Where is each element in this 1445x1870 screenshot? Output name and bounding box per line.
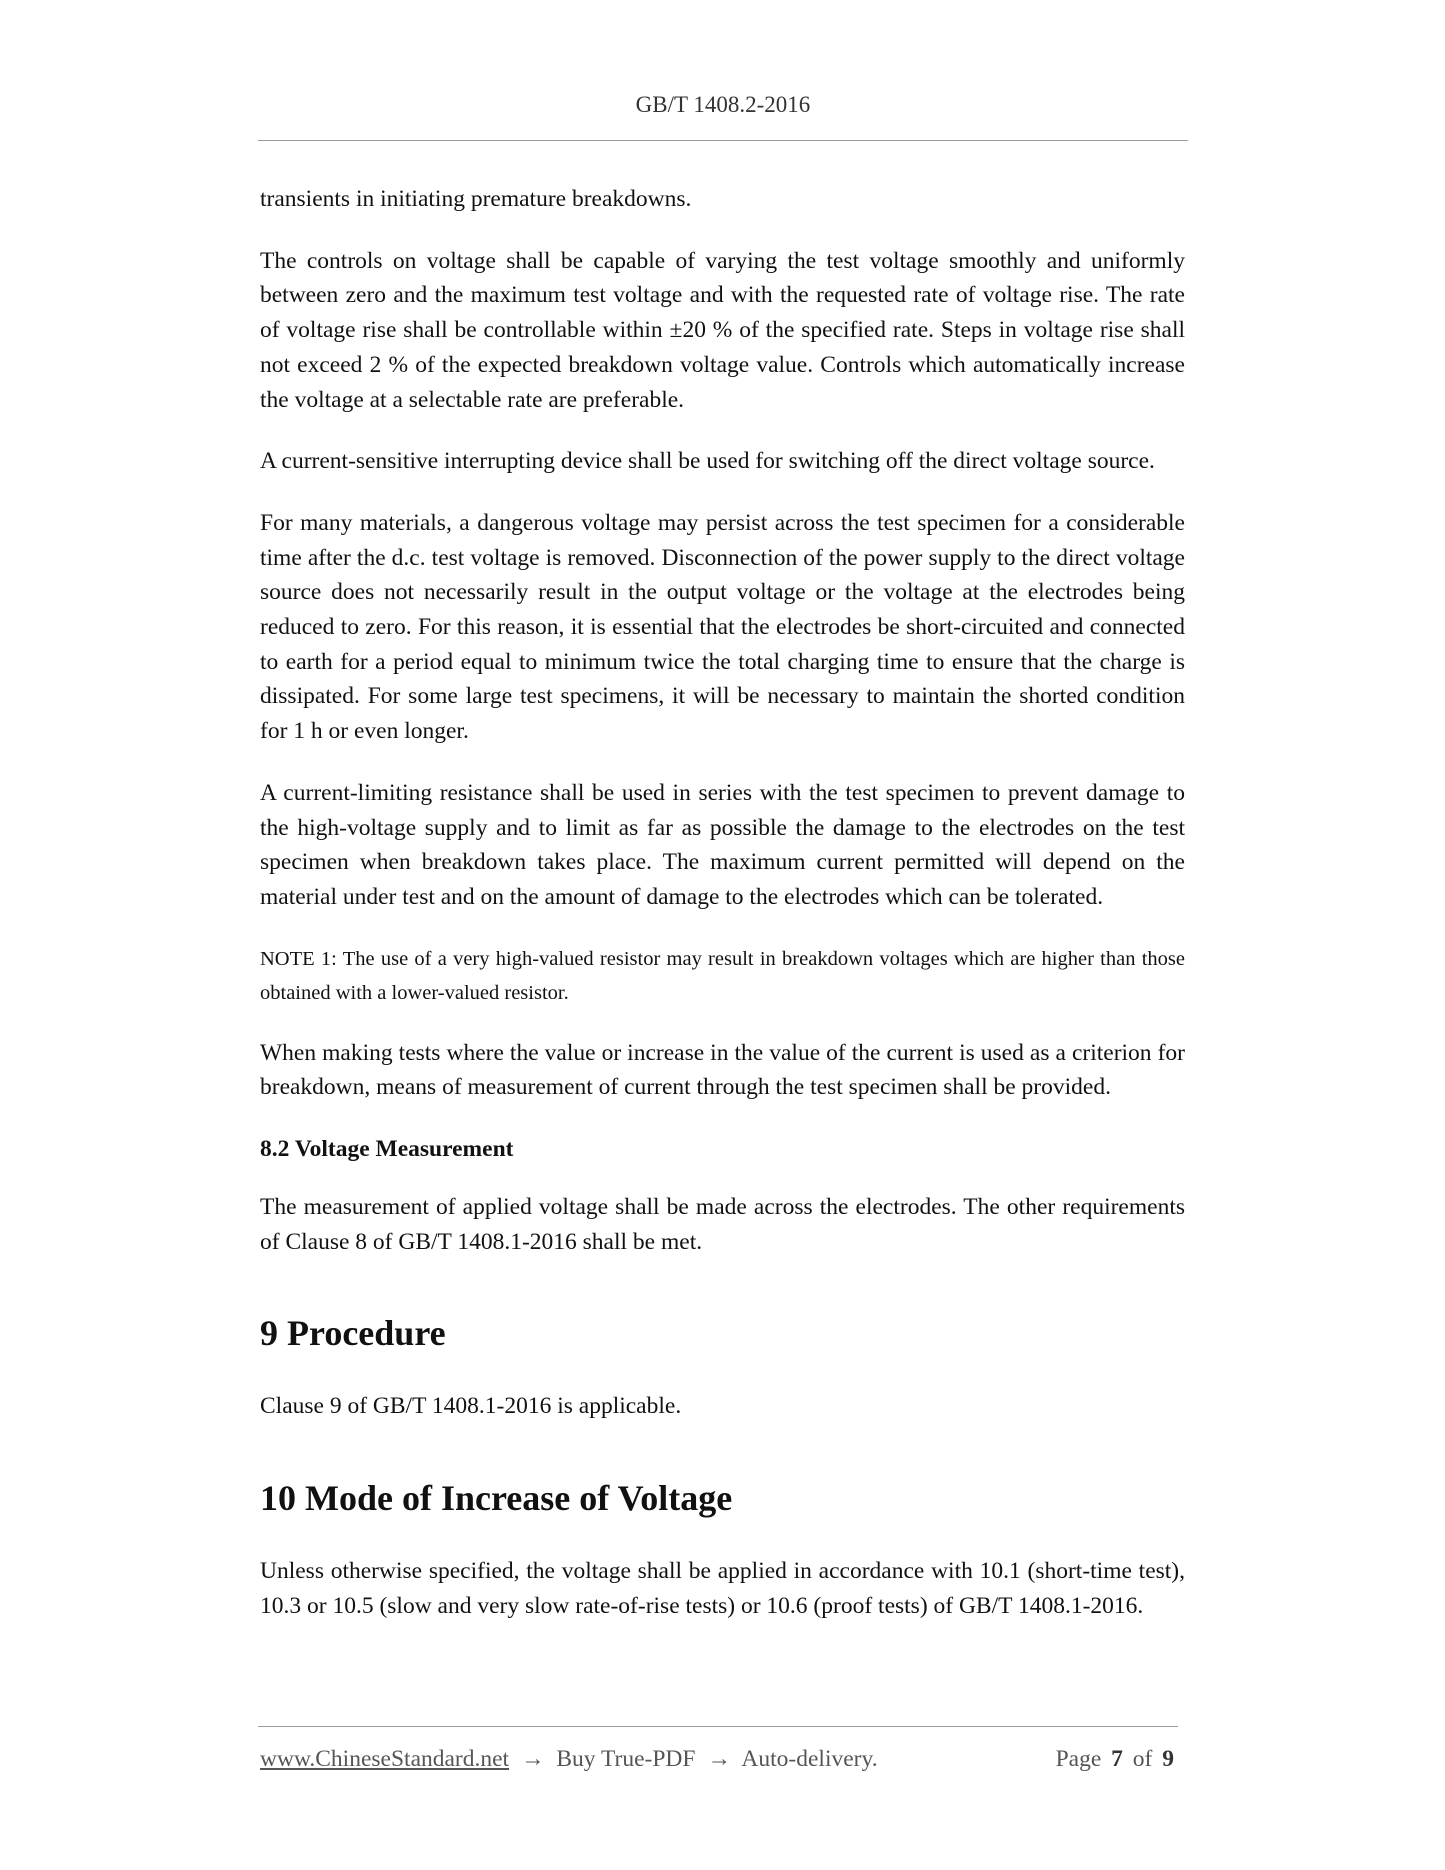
paragraph-voltage-controls: The controls on voltage shall be capable of varying the test voltage smoothly and uniformly between zero and the maximum test voltage and with the requested rate of voltage rise. The rate of voltage rise shall be controllable within ±20 % of the specified rate. Steps in voltage rise shall not exceed 2 % of the expected breakdown voltage value. Controls which automatically increase the voltage at a selectable rate are preferable.	[260, 247, 1185, 413]
subheading-8-2: 8.2 Voltage Measurement	[260, 1136, 514, 1163]
arrow-right-icon: →	[520, 1746, 545, 1772]
site-link[interactable]: www.ChineseStandard.net	[260, 1746, 510, 1772]
page-indicator	[1056, 1746, 1178, 1773]
heading-9-procedure: 9 Procedure	[260, 1313, 446, 1354]
heading-10-mode: 10 Mode of Increase of Voltage	[260, 1478, 733, 1519]
paragraph-interrupting-device: A current-sensitive interrupting device shall be used for switching off the direct voltage source.	[260, 448, 1155, 475]
buy-pdf-text: Buy True-PDF	[556, 1746, 696, 1772]
footer-promo	[260, 1746, 878, 1773]
paragraph-current-measurement: When making tests where the value or increase in the value of the current is used as a criterion for breakdown, means of measurement of current through the test specimen shall be provided.	[260, 1039, 1185, 1101]
page-current: 7	[1111, 1746, 1123, 1772]
document-body	[260, 182, 1185, 1651]
auto-delivery-text: Auto-delivery.	[741, 1746, 878, 1772]
paragraph-procedure: Clause 9 of GB/T 1408.1-2016 is applicable.	[260, 1393, 682, 1420]
footer-divider	[258, 1726, 1178, 1727]
page-label: Page	[1055, 1746, 1102, 1772]
paragraph-transients: transients in initiating premature breakdowns.	[260, 186, 692, 212]
of-label: of	[1132, 1746, 1153, 1772]
note-1: NOTE 1: The use of a very high-valued resistor may result in breakdown voltages which are higher than those obtained with a lower-valued resistor.	[260, 947, 1185, 1004]
paragraph-dangerous-voltage: For many materials, a dangerous voltage may persist across the test specimen for a considerable time after the d.c. test voltage is removed. Disconnection of the power supply to the direct voltage source does not necessarily result in the output voltage or the voltage at the electrodes being reduced to zero. For this reason, it is essential that the electrodes be short-circuited and connected to earth for a period equal to minimum twice the total charging time to ensure that the charge is dissipated. For some large test specimens, it will be necessary to maintain the shorted condition for 1 h or even longer.	[260, 509, 1185, 745]
header-divider	[258, 140, 1188, 141]
page-header: GB/T 1408.2-2016	[635, 92, 811, 117]
paragraph-current-limiting: A current-limiting resistance shall be used in series with the test specimen to prevent damage to the high-voltage supply and to limit as far as possible the damage to the electrodes on the test specimen when breakdown takes place. The maximum current permitted will depend on the material under test and on the amount of damage to the electrodes which can be tolerated.	[260, 779, 1185, 910]
paragraph-voltage-measurement: The measurement of applied voltage shall be made across the electrodes. The other requirements of Clause 8 of GB/T 1408.1-2016 shall be met.	[260, 1194, 1185, 1255]
paragraph-mode-of-increase: Unless otherwise specified, the voltage shall be applied in accordance with 10.1 (short-time test), 10.3 or 10.5 (slow and very slow rate-of-rise tests) or 10.6 (proof tests) of GB/T 1408.1-2016.	[260, 1558, 1185, 1619]
arrow-right-icon: →	[707, 1746, 731, 1772]
page-total: 9	[1162, 1746, 1174, 1772]
